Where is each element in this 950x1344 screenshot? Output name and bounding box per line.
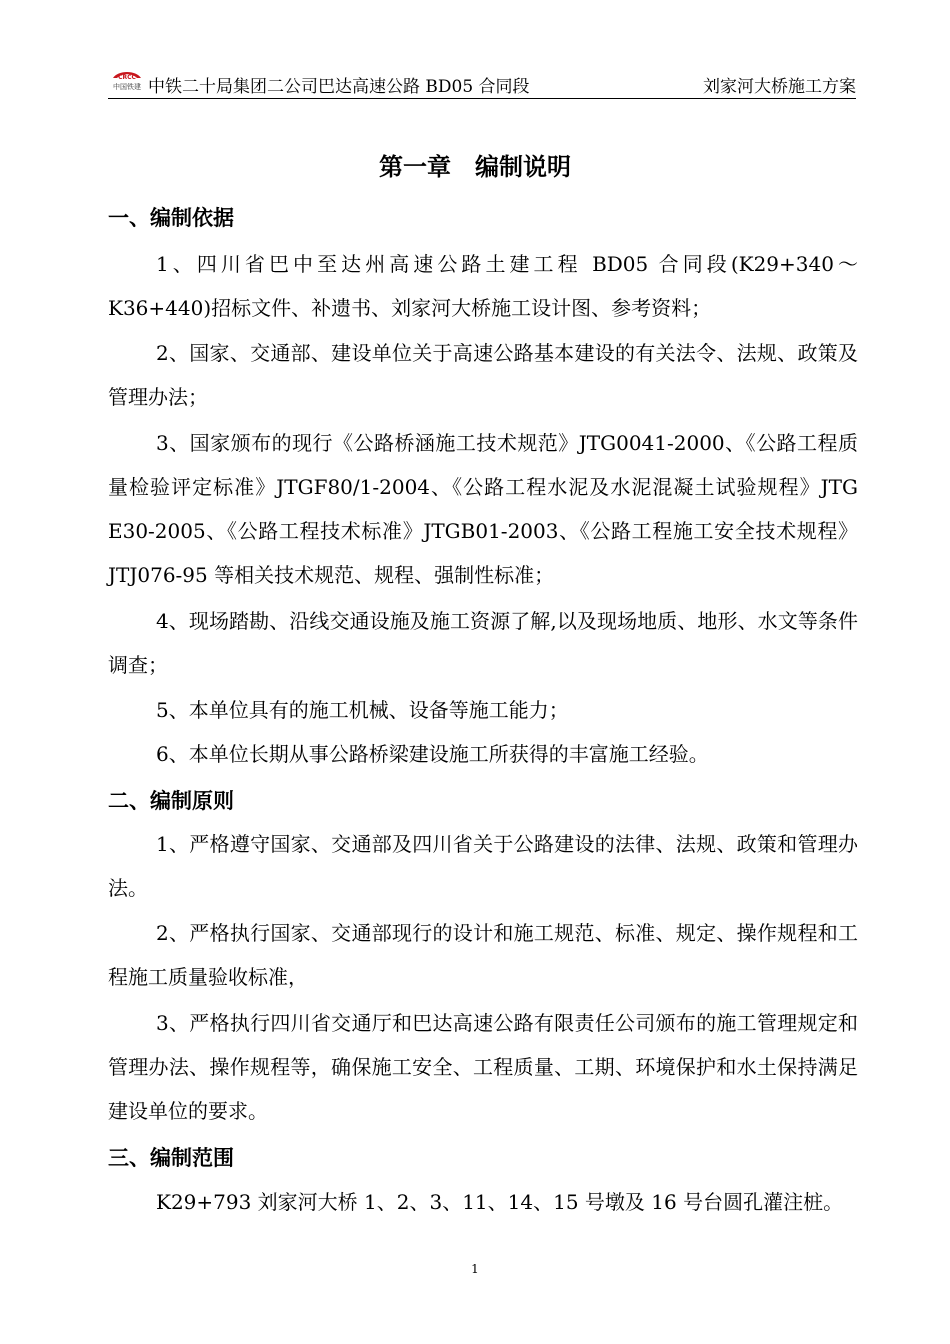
paragraph: 2、严格执行国家、交通部现行的设计和施工规范、标准、规定、操作规程和工程施工质量验收标准， xyxy=(108,921,858,989)
paragraph: K29+793 刘家河大桥 1、2、3、11、14、15 号墩及 16 号台圆孔灌注桩。 xyxy=(156,1190,844,1214)
section-heading-basis: 一、编制依据 xyxy=(108,206,234,230)
header-document-title: 刘家河大桥施工方案 xyxy=(703,77,856,97)
paragraph: 5、本单位具有的施工机械、设备等施工能力； xyxy=(156,698,569,722)
chapter-title: 第一章 编制说明 xyxy=(379,153,571,181)
section-heading-principles: 二、编制原则 xyxy=(108,789,234,813)
paragraph: 6、本单位长期从事公路桥梁建设施工所获得的丰富施工经验。 xyxy=(156,742,709,766)
paragraph: 4、现场踏勘、沿线交通设施及施工资源了解,以及现场地质、地形、水文等条件调查； xyxy=(108,609,858,677)
crcc-logo-icon xyxy=(110,67,144,91)
paragraph: 3、国家颁布的现行《公路桥涵施工技术规范》JTG0041-2000、《公路工程质量检验评定标准》JTGF80/1-2004、《公路工程水泥及水泥混凝土试验规程》JTG E30-2005、《公路工程技术标准》JTGB01-2003、《公路工程施工安全技术规程》JTJ076-95 等相关技术规范、规程、强制性标准； xyxy=(108,431,858,587)
section-heading-scope: 三、编制范围 xyxy=(108,1146,234,1170)
svg-text:CRCC: CRCC xyxy=(118,74,136,81)
paragraph: 1、严格遵守国家、交通部及四川省关于公路建设的法律、法规、政策和管理办法。 xyxy=(108,832,858,900)
paragraph: 2、国家、交通部、建设单位关于高速公路基本建设的有关法令、法规、政策及管理办法； xyxy=(108,341,858,409)
paragraph: 1、四川省巴中至达州高速公路土建工程 BD05 合同段(K29+340～K36+440)招标文件、补遗书、刘家河大桥施工设计图、参考资料； xyxy=(108,252,858,320)
page-header xyxy=(108,64,856,99)
header-project-title: 中铁二十局集团二公司巴达高速公路 BD05 合同段 xyxy=(148,77,530,97)
page-number: 1 xyxy=(471,1262,479,1276)
paragraph: 3、严格执行四川省交通厅和巴达高速公路有限责任公司颁布的施工管理规定和管理办法、操作规程等，确保施工安全、工程质量、工期、环境保护和水土保持满足建设单位的要求。 xyxy=(108,1011,858,1123)
logo-caption: 中国铁建 xyxy=(113,83,141,91)
